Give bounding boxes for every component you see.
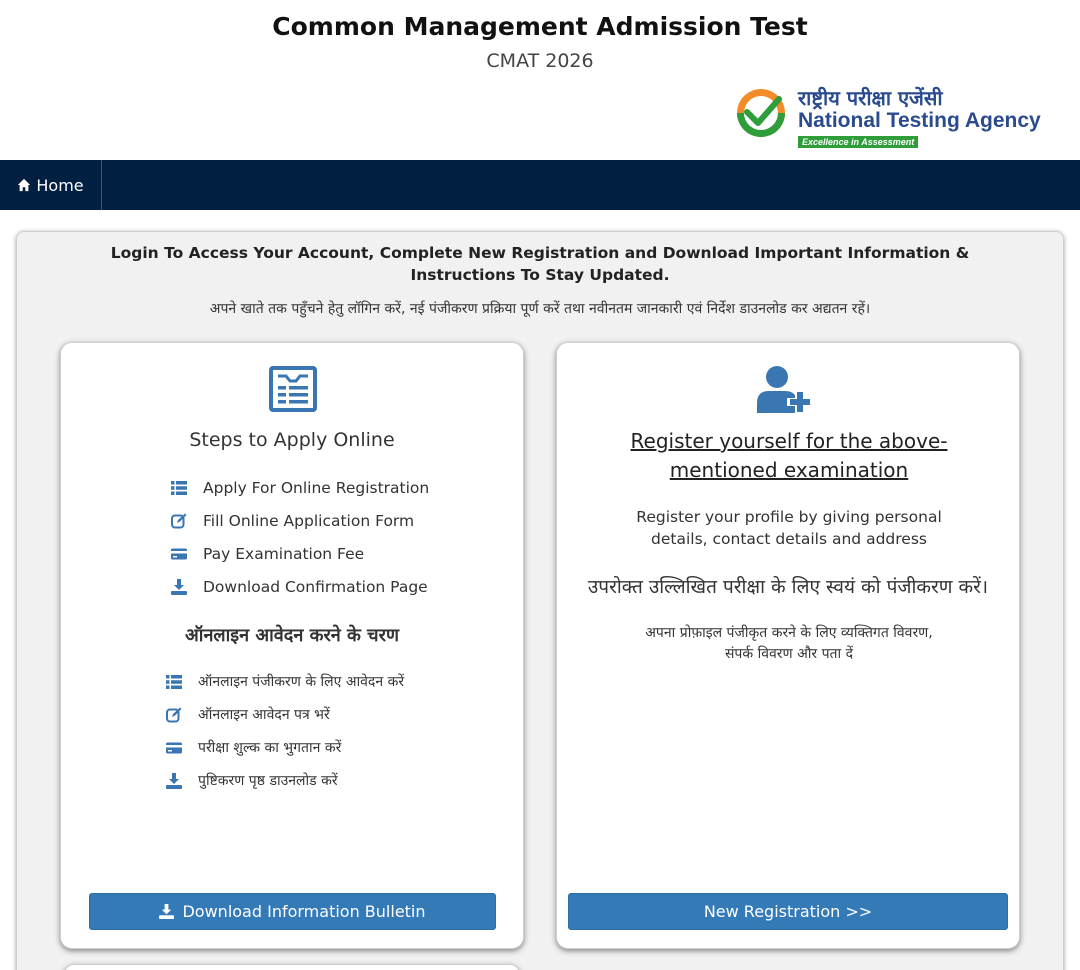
intro-text-hindi: अपने खाते तक पहुँचने हेतु लॉगिन करें, नई पंजीकरण प्रक्रिया पूर्ण करें तथा नवीनतम जानकारी एवं निर्देश डाउनलोड कर अद्यतन रहें। <box>209 301 871 317</box>
step-item-hindi <box>166 738 341 757</box>
step-item-hindi <box>166 771 338 790</box>
credit-card-icon <box>166 740 182 756</box>
steps-heading: Steps to Apply Online <box>189 429 395 451</box>
add-user-icon <box>757 365 819 413</box>
steps-card <box>60 342 524 949</box>
step-item-hindi <box>166 672 404 691</box>
step-label: Download Confirmation Page <box>203 578 428 596</box>
steps-heading-hindi: ऑनलाइन आवेदन करने के चरण <box>185 625 399 646</box>
register-description: Register your profile by giving personal details, contact details and address <box>636 508 942 548</box>
download-icon <box>171 579 187 595</box>
nav-home-label: Home <box>36 175 84 195</box>
nav-home-link[interactable] <box>0 160 102 210</box>
new-registration-button[interactable] <box>568 893 1008 930</box>
step-label-hindi: परीक्षा शुल्क का भुगतान करें <box>198 740 342 756</box>
step-label: Fill Online Application Form <box>203 512 415 530</box>
list-icon <box>166 674 182 690</box>
register-description-hindi: अपना प्रोफ़ाइल पंजीकृत करने के लिए व्यक्तिगत विवरण, संपर्क विवरण और पता दें <box>645 625 933 662</box>
step-label-hindi: ऑनलाइन पंजीकरण के लिए आवेदन करें <box>198 674 405 690</box>
edit-icon <box>166 707 182 723</box>
register-heading-hindi: उपरोक्त उल्लिखित परीक्षा के लिए स्वयं को पंजीकरण करें। <box>587 576 989 598</box>
step-item <box>171 578 428 596</box>
nta-logo[interactable] <box>735 84 1065 154</box>
step-label: Apply For Online Registration <box>203 479 430 497</box>
step-item <box>171 479 429 497</box>
step-item <box>171 545 364 563</box>
logo-english-text: National Testing Agency <box>798 109 1041 132</box>
page-header <box>0 0 1080 160</box>
step-label-hindi: ऑनलाइन आवेदन पत्र भरें <box>198 707 330 723</box>
register-card <box>556 342 1020 949</box>
logo-hindi-text: राष्ट्रीय परीक्षा एजेंसी <box>798 86 943 110</box>
next-card-peek <box>64 964 520 970</box>
step-label-hindi: पुष्टिकरण पृष्ठ डाउनलोड करें <box>198 773 338 789</box>
logo-tagline: Excellence in Assessment <box>798 136 918 148</box>
edit-icon <box>171 513 187 529</box>
credit-card-icon <box>171 546 187 562</box>
download-icon <box>166 773 182 789</box>
register-link[interactable]: Register yourself for the above-mentioned examination <box>630 429 948 482</box>
step-item <box>171 512 414 530</box>
step-label: Pay Examination Fee <box>203 545 365 563</box>
main-navbar <box>0 160 1080 210</box>
list-icon <box>171 480 187 496</box>
page-title: Common Management Admission Test <box>272 12 808 41</box>
download-icon <box>159 904 174 919</box>
home-icon <box>17 178 31 192</box>
intro-text-english: Login To Access Your Account, Complete New Registration and Download Important Information & Instructions To Stay Updated. <box>110 244 970 284</box>
new-registration-label: New Registration >> <box>703 902 873 921</box>
download-bulletin-label: Download Information Bulletin <box>182 902 426 921</box>
application-form-icon <box>268 365 318 413</box>
step-item-hindi <box>166 705 330 724</box>
nta-logo-mark-icon <box>735 87 787 139</box>
page-subtitle: CMAT 2026 <box>486 50 594 72</box>
download-bulletin-button[interactable] <box>89 893 496 930</box>
